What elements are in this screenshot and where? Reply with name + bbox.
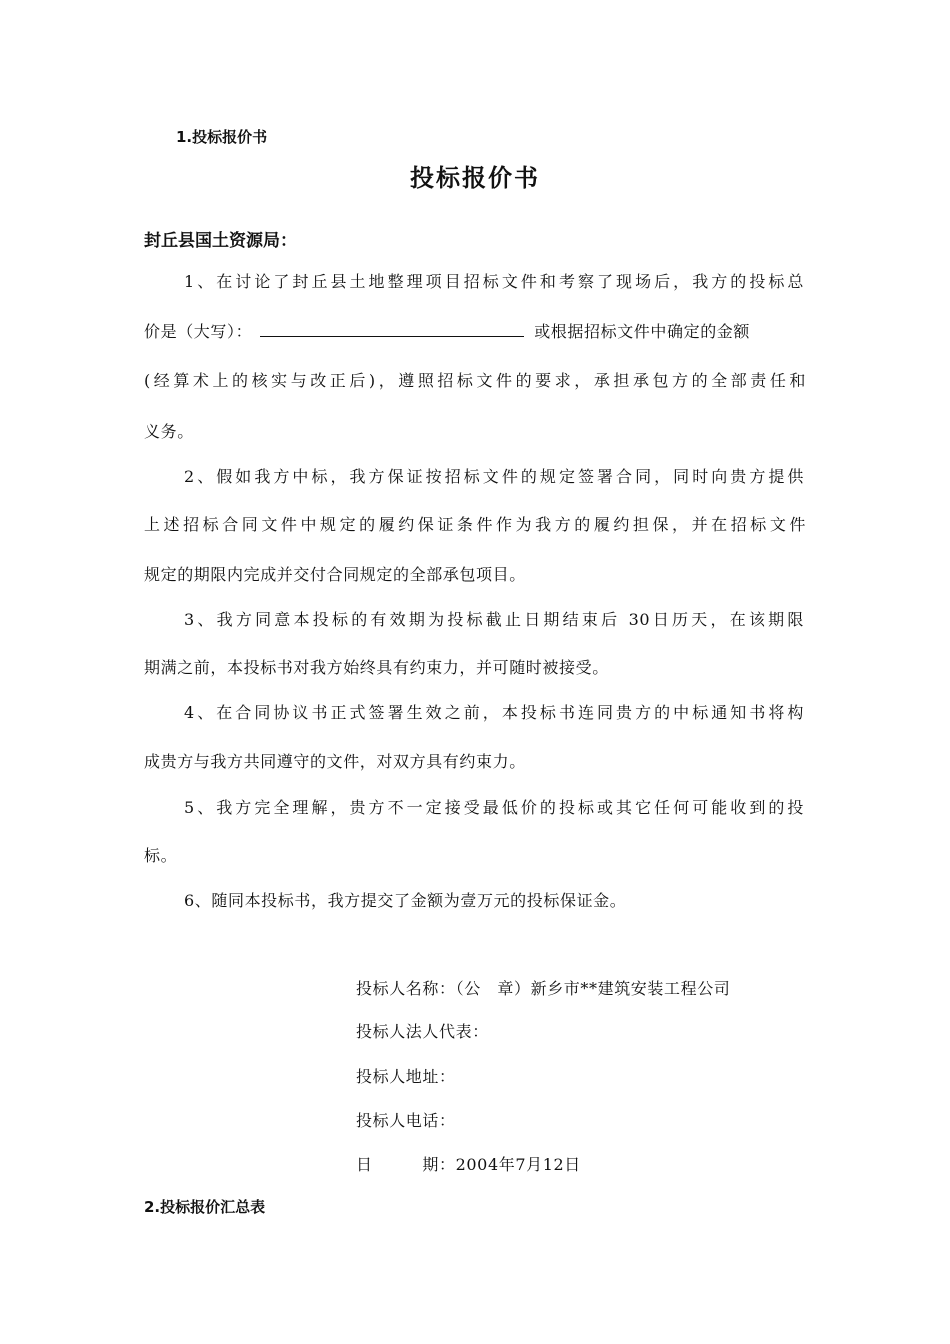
bidder-phone: 投标人电话： [356, 1111, 456, 1130]
paragraph-1-line-2 [144, 319, 750, 342]
paragraph-2-line-2: 上述招标合同文件中规定的履约保证条件作为我方的履约担保，并在招标文件 [144, 515, 806, 534]
paragraph-1-line-3: (经算术上的核实与改正后)，遵照招标文件的要求，承担承包方的全部责任和 [144, 371, 806, 390]
paragraph-4-line-1: 4、在合同协议书正式签署生效之前，本投标书连同贵方的中标通知书将构 [184, 703, 804, 722]
paragraph-1-line-4: 义务。 [144, 422, 194, 441]
bidder-legal-representative: 投标人法人代表： [356, 1022, 489, 1041]
paragraph-5-line-2: 标。 [144, 846, 178, 865]
price-label-after: 或根据招标文件中确定的金额 [534, 322, 751, 341]
bidder-name: 投标人名称：（公 章）新乡市**建筑安装工程公司 [356, 979, 731, 998]
paragraph-2-line-1: 2、假如我方中标，我方保证按招标文件的规定签署合同，同时向贵方提供 [184, 467, 804, 486]
section-1-heading: 1.投标报价书 [176, 128, 268, 146]
bidder-address: 投标人地址： [356, 1067, 456, 1086]
paragraph-4-line-2: 成贵方与我方共同遵守的文件，对双方具有约束力。 [144, 752, 526, 771]
paragraph-3-line-1: 3、我方同意本投标的有效期为投标截止日期结束后 30日历天，在该期限 [184, 610, 804, 629]
paragraph-5-line-1: 5、我方完全理解，贵方不一定接受最低价的投标或其它任何可能收到的投 [184, 798, 804, 817]
paragraph-3-line-2: 期满之前，本投标书对我方始终具有约束力，并可随时被接受。 [144, 658, 609, 677]
paragraph-6-line-1: 6、随同本投标书，我方提交了金额为壹万元的投标保证金。 [184, 891, 627, 910]
paragraph-2-line-3: 规定的期限内完成并交付合同规定的全部承包项目。 [144, 565, 526, 584]
paragraph-1-line-1: 1、在讨论了封丘县土地整理项目招标文件和考察了现场后，我方的投标总 [184, 272, 804, 291]
addressee: 封丘县国土资源局： [144, 231, 297, 251]
section-2-heading: 2.投标报价汇总表 [144, 1198, 266, 1216]
bid-date: 日 期：2004年7月12日 [356, 1155, 581, 1174]
price-label: 价是（大写）： [144, 322, 253, 341]
price-blank-field[interactable] [260, 322, 524, 337]
page-title: 投标报价书 [410, 164, 540, 192]
